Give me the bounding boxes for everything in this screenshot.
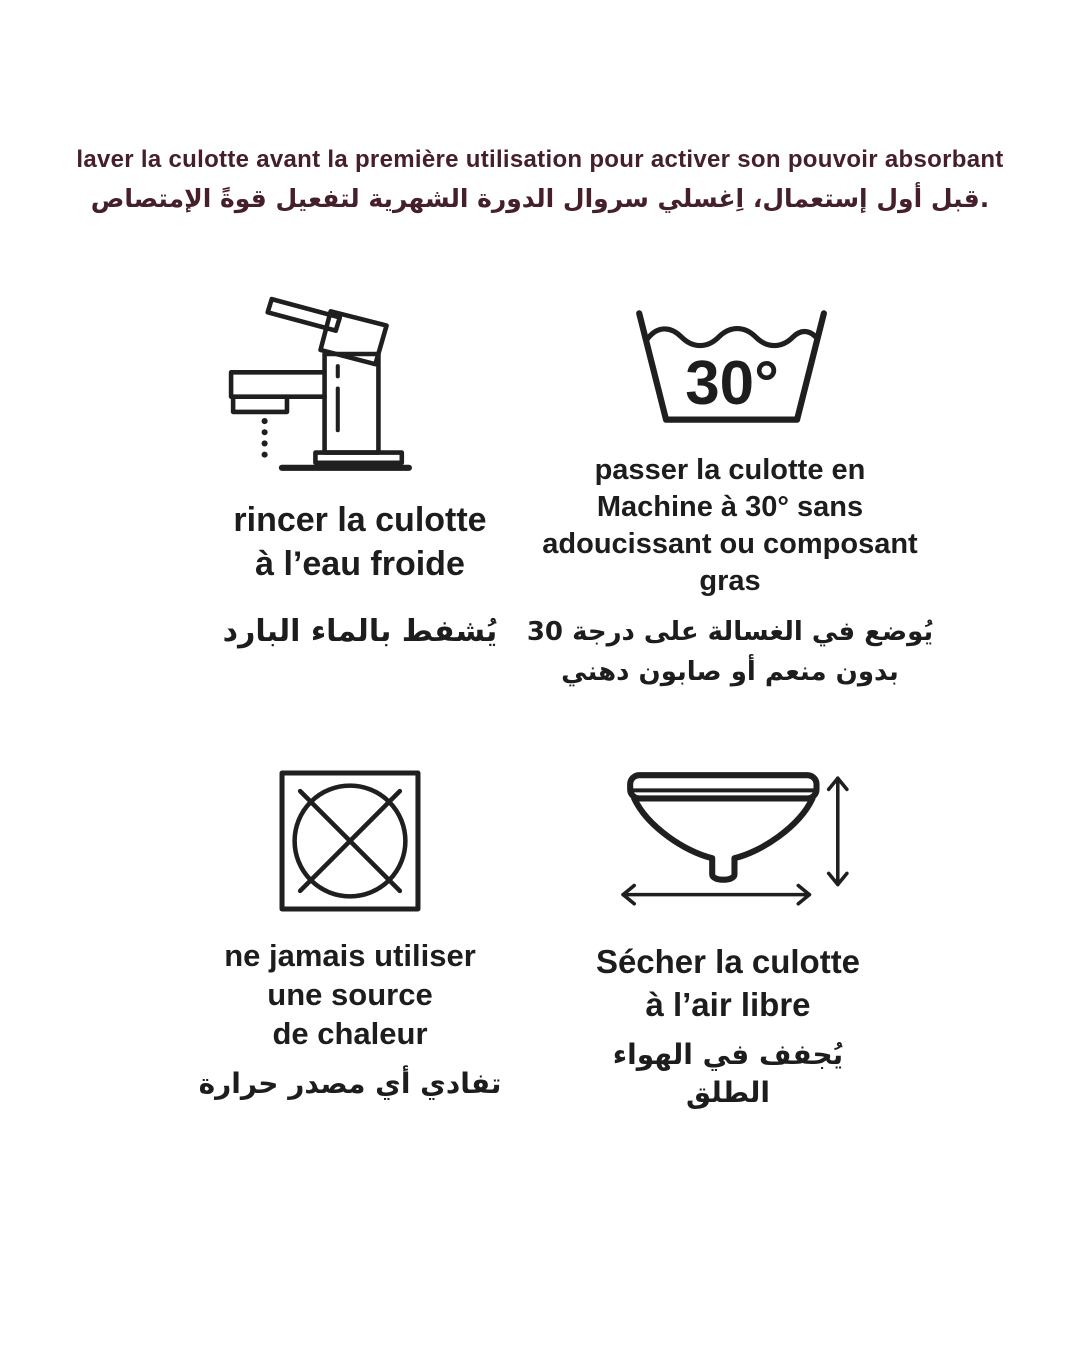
instruction-rinse-text-ar	[223, 612, 498, 652]
text-line: بدون منعم أو صابون دهني	[561, 657, 899, 687]
wash-temperature-label: 30°	[685, 349, 779, 419]
instruction-machine-wash	[520, 306, 940, 692]
text-line: الطلق	[685, 1076, 771, 1109]
instruction-no-heat-text-ar	[199, 1065, 502, 1103]
faucet-icon	[226, 293, 414, 476]
instruction-machine-wash-text-fr	[542, 452, 917, 600]
no-tumble-dry-icon	[277, 768, 423, 914]
text-line: passer la culotte en	[594, 454, 866, 486]
instruction-air-dry-text-fr	[596, 940, 860, 1026]
text-line: Sécher la culotte	[595, 943, 861, 980]
text-line: de chaleur	[272, 1016, 428, 1051]
instruction-no-heat-text-fr	[224, 936, 476, 1053]
text-line: une source	[267, 977, 433, 1012]
instruction-air-dry-text-ar	[613, 1036, 843, 1112]
text-line: تفادي أي مصدر حرارة	[198, 1067, 502, 1100]
text-line: gras	[699, 565, 761, 597]
wash-basin-30-icon	[632, 306, 828, 428]
header-arabic: .قبل أول إستعمال، اِغسلي سروال الدورة الشهرية لتفعيل قوةً الإمتصاص	[90, 184, 990, 213]
instruction-rinse-cold-water	[150, 293, 570, 652]
text-line: rincer la culotte	[233, 501, 487, 539]
text-line: Machine à 30° sans	[596, 491, 864, 523]
text-line: adoucissant ou composant	[542, 528, 918, 560]
text-line: à l’air libre	[645, 986, 811, 1023]
instruction-no-heat	[140, 768, 560, 1103]
text-line: ne jamais utiliser	[224, 938, 476, 973]
header-french: laver la culotte avant la première utilisation pour activer son pouvoir absorbant	[76, 146, 1004, 173]
text-line: à l’eau froide	[255, 545, 465, 583]
text-line: يُشفط بالماء البارد	[222, 614, 498, 649]
instruction-air-dry	[518, 770, 938, 1112]
text-line: يُجفف في الهواء	[612, 1038, 844, 1071]
underwear-air-dry-icon	[617, 770, 855, 914]
instruction-machine-wash-text-ar	[527, 612, 933, 692]
instruction-rinse-text-fr	[233, 498, 486, 586]
text-line: يُوضع في الغسالة على درجة 30	[526, 617, 934, 647]
